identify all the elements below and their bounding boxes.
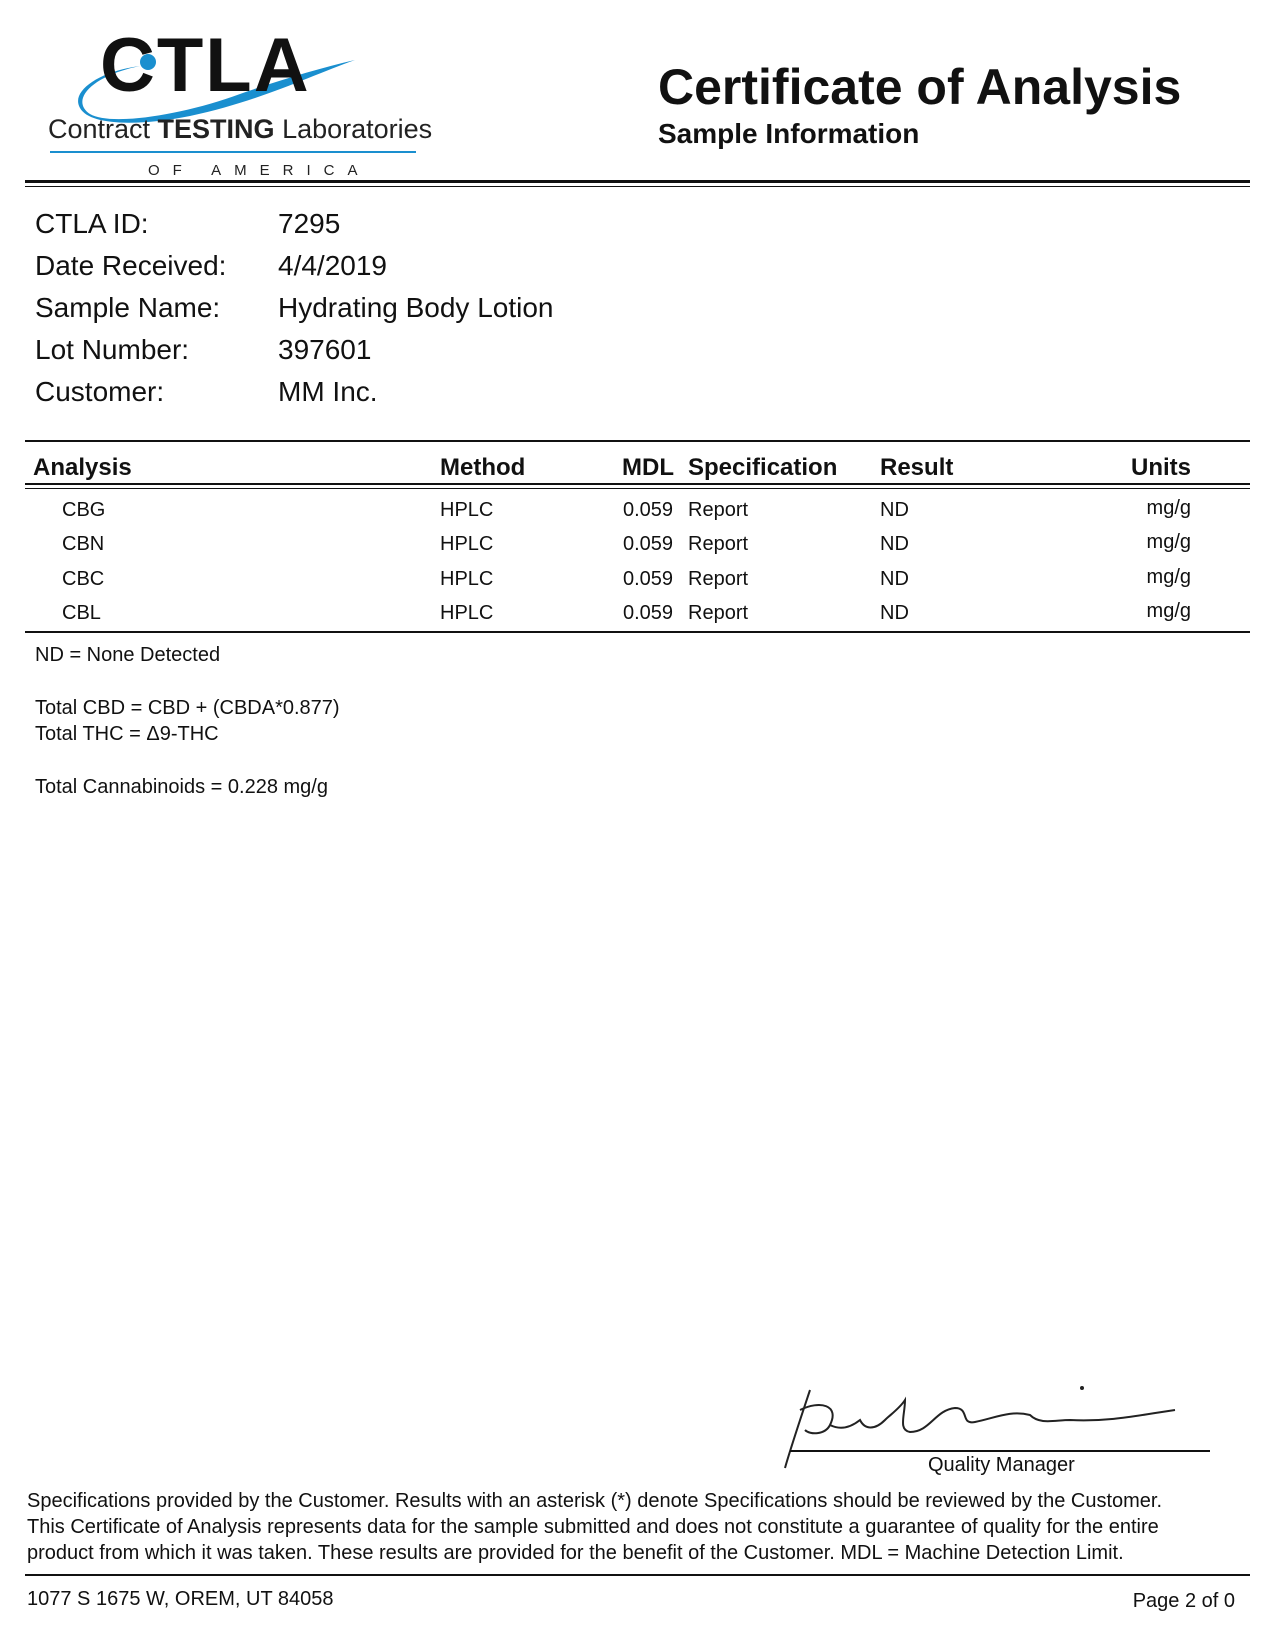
info-label-sample-name: Sample Name:	[35, 292, 221, 323]
cell-method: HPLC	[440, 568, 494, 590]
header-rule-thick	[25, 180, 1250, 183]
cell-mdl: 0.059	[623, 499, 674, 521]
cell-method: HPLC	[440, 499, 494, 521]
cell-units: mg/g	[1146, 600, 1191, 622]
cell-mdl: 0.059	[623, 602, 674, 624]
note-total-cbd: Total CBD = CBD + (CBDA*0.877)	[35, 697, 340, 719]
cell-result: ND	[880, 499, 909, 521]
cell-result: ND	[880, 533, 909, 555]
cell-mdl: 0.059	[623, 533, 674, 555]
cell-method: HPLC	[440, 533, 494, 555]
cell-result: ND	[880, 602, 909, 624]
info-label-customer: Customer:	[35, 376, 165, 407]
col-header-result: Result	[880, 454, 954, 481]
note-total-cannabinoids: Total Cannabinoids = 0.228 mg/g	[35, 776, 328, 798]
info-label-ctla-id: CTLA ID:	[35, 208, 149, 239]
logo-subtitle: OF AMERICA	[148, 162, 371, 179]
disclaimer-line: This Certificate of Analysis represents data for the sample submitted and does not constitute a guarantee of quality for the entire	[27, 1516, 1159, 1538]
cell-specification: Report	[688, 568, 749, 590]
col-header-analysis: Analysis	[33, 454, 132, 481]
logo-mark: CTLA	[100, 23, 311, 108]
info-value-date-received: 4/4/2019	[278, 250, 387, 281]
col-header-specification: Specification	[688, 454, 838, 481]
info-value-ctla-id: 7295	[278, 208, 341, 239]
cell-method: HPLC	[440, 602, 494, 624]
cell-units: mg/g	[1146, 531, 1191, 553]
table-header-rule-thin	[25, 488, 1250, 489]
info-label-date-received: Date Received:	[35, 250, 227, 281]
page-number: Page 2 of 0	[1132, 1590, 1235, 1612]
info-value-customer: MM Inc.	[278, 376, 378, 407]
page-title: Certificate of Analysis	[658, 59, 1182, 115]
col-header-method: Method	[440, 454, 526, 481]
cell-analysis: CBG	[62, 499, 106, 521]
info-value-lot-number: 397601	[278, 334, 372, 365]
table-top-rule	[25, 440, 1250, 442]
logo-underline	[50, 151, 416, 153]
note-total-thc: Total THC = Δ9-THC	[35, 723, 219, 745]
cell-analysis: CBN	[62, 533, 105, 555]
ctla-logo	[40, 23, 433, 188]
page-subtitle: Sample Information	[658, 118, 920, 149]
col-header-mdl: MDL	[622, 454, 674, 481]
footer-rule	[25, 1574, 1250, 1576]
cell-units: mg/g	[1146, 497, 1191, 519]
info-value-sample-name: Hydrating Body Lotion	[278, 292, 554, 323]
note-nd: ND = None Detected	[35, 644, 221, 666]
cell-analysis: CBL	[62, 602, 101, 624]
cell-specification: Report	[688, 533, 749, 555]
cell-specification: Report	[688, 499, 749, 521]
cell-result: ND	[880, 568, 909, 590]
cell-mdl: 0.059	[623, 568, 674, 590]
disclaimer-line: Specifications provided by the Customer. Results with an asterisk (*) denote Specifications should be reviewed by the Customer.	[27, 1490, 1163, 1512]
cell-analysis: CBC	[62, 568, 105, 590]
header-rule-thin	[25, 186, 1250, 187]
disclaimer-line: product from which it was taken. These results are provided for the benefit of the Customer. MDL = Machine Detection Limit.	[27, 1542, 1124, 1564]
cell-specification: Report	[688, 602, 749, 624]
logo-tagline: Contract TESTING Laboratories	[48, 114, 433, 144]
info-label-lot-number: Lot Number:	[35, 334, 190, 365]
signature-line	[790, 1450, 1210, 1452]
cell-units: mg/g	[1146, 566, 1191, 588]
col-header-units: Units	[1131, 454, 1191, 481]
signature-label: Quality Manager	[928, 1454, 1075, 1476]
lab-address: 1077 S 1675 W, OREM, UT 84058	[27, 1588, 334, 1610]
table-bottom-rule	[25, 631, 1250, 633]
table-header-rule-thick	[25, 483, 1250, 485]
